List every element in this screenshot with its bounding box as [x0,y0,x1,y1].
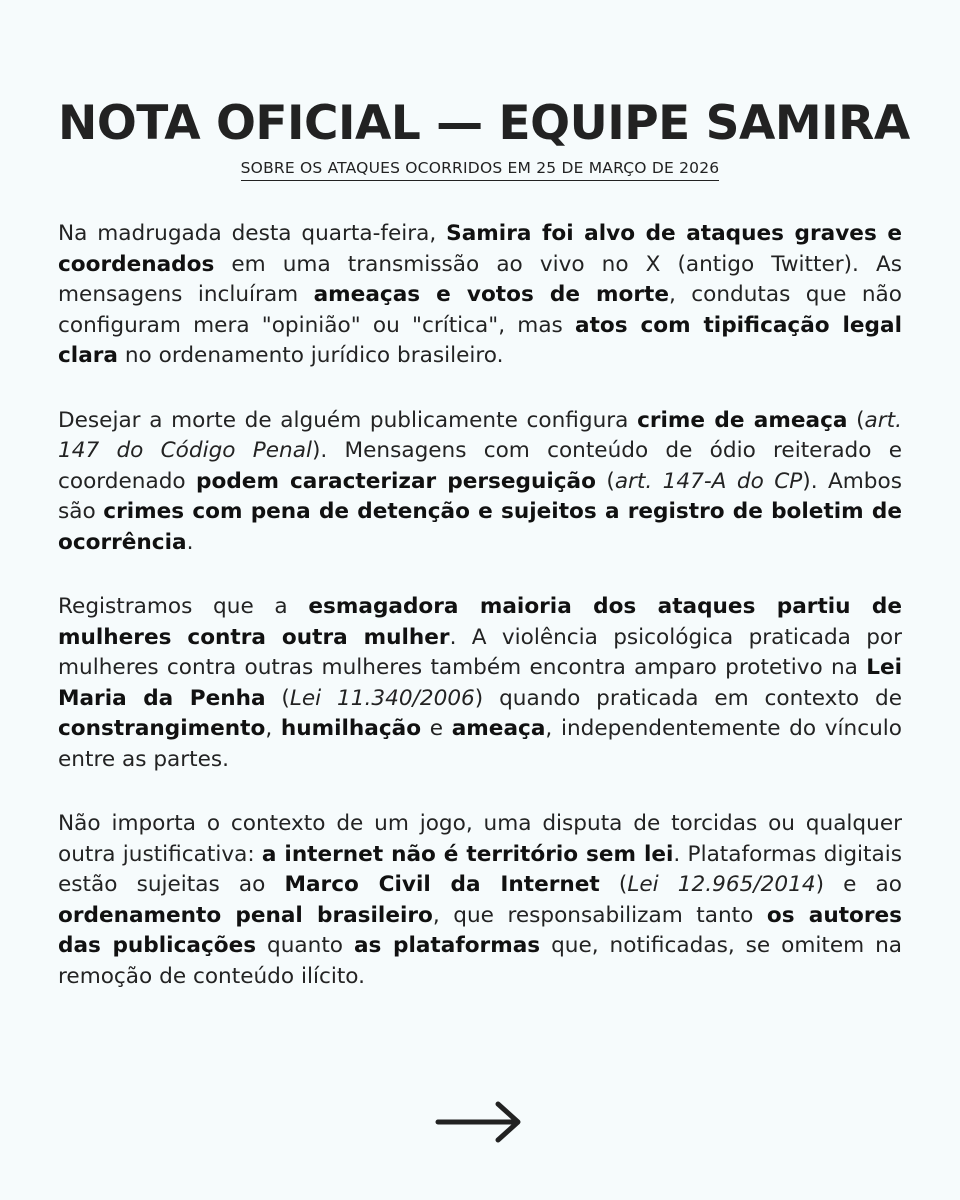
text-segment: ( [265,685,290,711]
paragraph-3 [58,592,902,775]
bold-segment: atos com tipificação legal clara [58,312,902,368]
text-segment: ) quando praticada em contexto de [474,685,902,711]
paragraph-1 [58,219,902,372]
text-segment: ) e ao [815,872,902,897]
text-segment: quanto [256,933,354,958]
bold-segment: Lei Maria da Penha [58,655,902,711]
text-segment: . [186,529,194,555]
bold-segment: a internet não é território sem lei [261,841,674,867]
bold-segment: ordenamento penal brasileiro [58,902,433,928]
italic-segment: art. 147-A do CP [614,468,803,494]
text-segment: ). Mensagens com conteúdo de ódio reiterado e coordenado [58,438,902,494]
page-subtitle: SOBRE OS ATAQUES OCORRIDOS EM 25 DE MARÇO DE 2026 [241,159,720,181]
subtitle-container [58,158,902,181]
bold-segment: os autores das publicações [58,902,902,958]
text-segment: , [265,716,281,741]
bold-segment: crimes com pena de detenção e sujeitos a registro de boletim de ocorrência [58,499,902,555]
text-segment: Registramos que a [58,594,309,619]
text-segment: em uma transmissão ao vivo no X (antigo Twitter). As mensagens incluíram [58,251,902,307]
text-segment: , independentemente do vínculo entre as partes. [58,716,903,772]
text-segment: Na madrugada desta quarta-feira, [58,221,447,246]
text-segment: . A violência psicológica praticada por mulheres contra outras mulheres também encontra amparo protetivo na [58,624,902,680]
text-segment: ). Ambos são [58,468,902,524]
text-segment: , condutas que não configuram mera "opinião" ou "crítica", mas [58,282,902,338]
page-title: NOTA OFICIAL — EQUIPE SAMIRA [58,96,910,151]
italic-segment: art. 147 do Código Penal [58,407,902,463]
bold-segment: crime de ameaça [637,407,848,433]
bold-segment: as plataformas [353,933,541,958]
bold-segment: podem caracterizar perseguição [196,468,596,494]
text-segment: que, notificadas, se omitem na remoção de conteúdo ilícito. [58,933,902,989]
text-segment: e [421,716,452,741]
paragraph-2 [58,406,902,559]
text-segment: , que responsabilizam tanto [432,902,767,928]
bold-segment: humilhação [280,716,422,741]
bold-segment: Marco Civil da Internet [284,872,600,897]
note-body [58,219,902,992]
arrow-right-icon[interactable] [432,1098,528,1146]
italic-segment: Lei 11.340/2006 [289,685,475,711]
bold-segment: ameaças e votos de morte [313,282,669,307]
text-segment: Não importa o contexto de um jogo, uma disputa de torcidas ou qualquer outra justificativa: [58,811,902,867]
italic-segment: Lei 12.965/2014 [627,872,816,897]
bold-segment: ameaça [451,716,546,741]
text-segment: Desejar a morte de alguém publicamente configura [58,407,638,433]
paragraph-4 [58,809,902,992]
text-segment: ( [595,468,615,494]
text-segment: no ordenamento jurídico brasileiro. [118,343,504,368]
bold-segment: Samira foi alvo de ataques graves e coordenados [58,221,902,277]
text-segment: ( [599,872,628,897]
bold-segment: constrangimento [58,716,266,741]
bold-segment: esmagadora maioria dos ataques partiu de mulheres contra outra mulher [58,594,903,650]
text-segment: . Plataformas digitais estão sujeitas ao [58,841,902,897]
text-segment: ( [847,407,865,433]
